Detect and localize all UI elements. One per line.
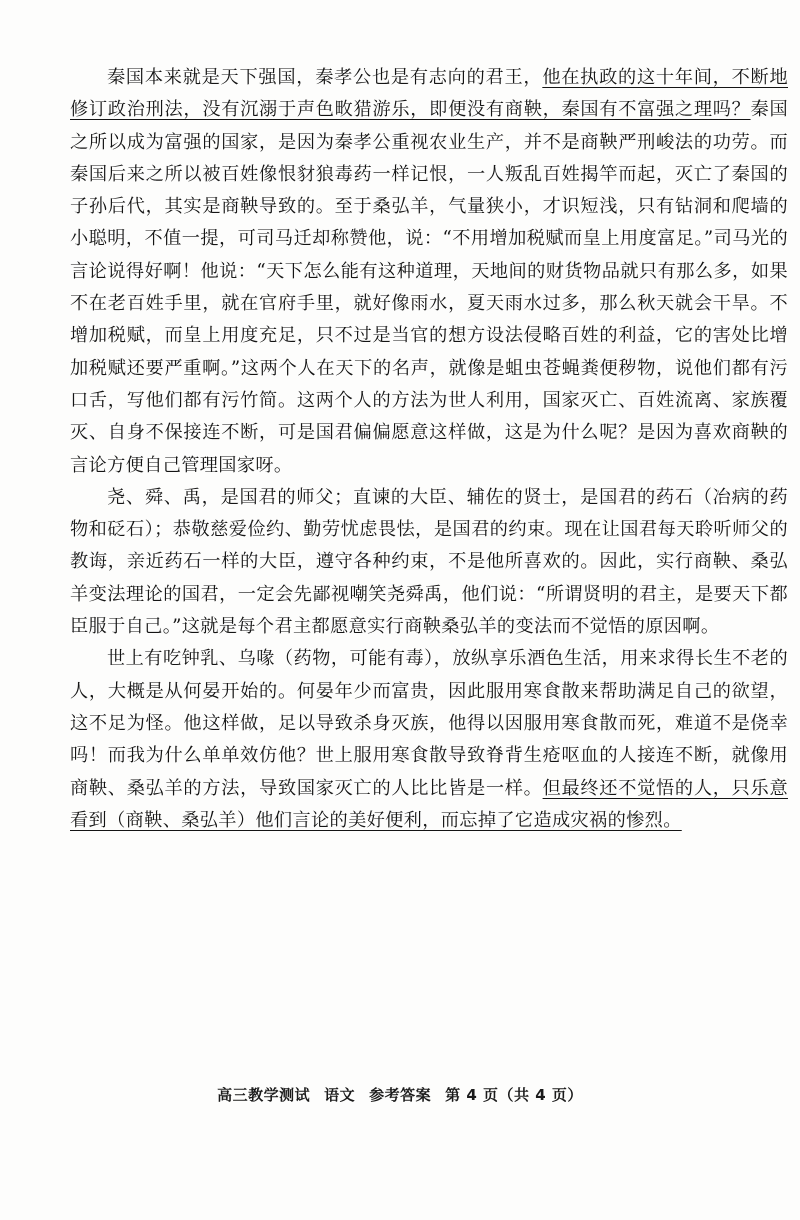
paragraph-3 xyxy=(70,643,788,837)
paragraph-3-underlined-text: 但最终还不觉悟的人，只乐意看到（商鞅、桑弘羊）他们言论的美好便利，而忘掉了它造成灾祸的惨烈。 xyxy=(70,777,788,831)
paragraph-1-text-b: 秦国之所以成为富强的国家，是因为秦孝公重视农业生产，并不是商鞅严刑峻法的功劳。而秦国后来之所以被百姓像恨豺狼毒药一样记恨，一人叛乱百姓揭竿而起，灭亡了秦国的子孙后代，其实是商鞅导致的。至于桑弘羊，气量狭小，才识短浅，只有钻洞和爬墙的小聪明，不值一提，可司马迁却称赞他，说：“不用增加税赋而皇上用度富足。”司马光的言论说得好啊！他说：“天下怎么能有这种道理，天地间的财货物品就只有那么多，如果不在老百姓手里，就在官府手里，就好像雨水，夏天雨水过多，那么秋天就会干旱。不增加税赋，而皇上用度充足，只不过是当官的想方设法侵略百姓的利益，它的害处比增加税赋还要严重啊。”这两个人在天下的名声，就像是蛆虫苍蝇粪便秽物，说他们都有污口舌，写他们都有污竹简。这两个人的方法为世人利用，国家灭亡、百姓流离、家族覆灭、自身不保接连不断，可是国君偏偏愿意这样做，这是为什么呢？是因为喜欢商鞅的言论方便自己管理国家呀。 xyxy=(70,99,788,476)
document-body xyxy=(70,62,788,837)
paragraph-3-text-a: 世上有吃钟乳、乌喙（药物，可能有毒），放纵享乐酒色生活，用来求得长生不老的人，大概是从何晏开始的。何晏年少而富贵，因此服用寒食散来帮助满足自己的欲望，这不足为怪。他这样做，足以导致杀身灭族，他得以因服用寒食散而死，难道不是侥幸吗！而我为什么单单效仿他？世上服用寒食散导致脊背生疮呕血的人接连不断，就像用商鞅、桑弘羊的方法，导致国家灭亡的人比比皆是一样。 xyxy=(70,648,788,799)
footer-exam-title: 高三教学测试 xyxy=(217,1086,311,1104)
footer-subject: 语文 xyxy=(324,1086,356,1104)
paragraph-1-text-a: 秦国本来就是天下强国，秦孝公也是有志向的君王， xyxy=(107,67,543,88)
footer-page-number: 第 4 页（共 4 页） xyxy=(445,1086,583,1104)
paragraph-1-underlined-text: 他在执政的这十年间，不断地修订政治刑法，没有沉溺于声色畋猎游乐，即便没有商鞅，秦国有不富强之理吗？ xyxy=(70,67,788,121)
page-footer xyxy=(0,1084,800,1105)
paragraph-1 xyxy=(70,62,788,482)
footer-doc-type: 参考答案 xyxy=(369,1086,432,1104)
paragraph-2 xyxy=(70,482,788,643)
paragraph-2-text: 尧、舜、禹，是国君的师父；直谏的大臣、辅佐的贤士，是国君的药石（冶病的药物和砭石）；恭敬慈爱俭约、勤劳忧虑畏怯，是国君的约束。现在让国君每天聆听师父的教诲，亲近药石一样的大臣，遵守各种约束，不是他所喜欢的。因此，实行商鞅、桑弘羊变法理论的国君，一定会先鄙视嘲笑尧舜禹，他们说：“所谓贤明的君主，是要天下都臣服于自己。”这就是每个君主都愿意实行商鞅桑弘羊的变法而不觉悟的原因啊。 xyxy=(70,486,788,638)
